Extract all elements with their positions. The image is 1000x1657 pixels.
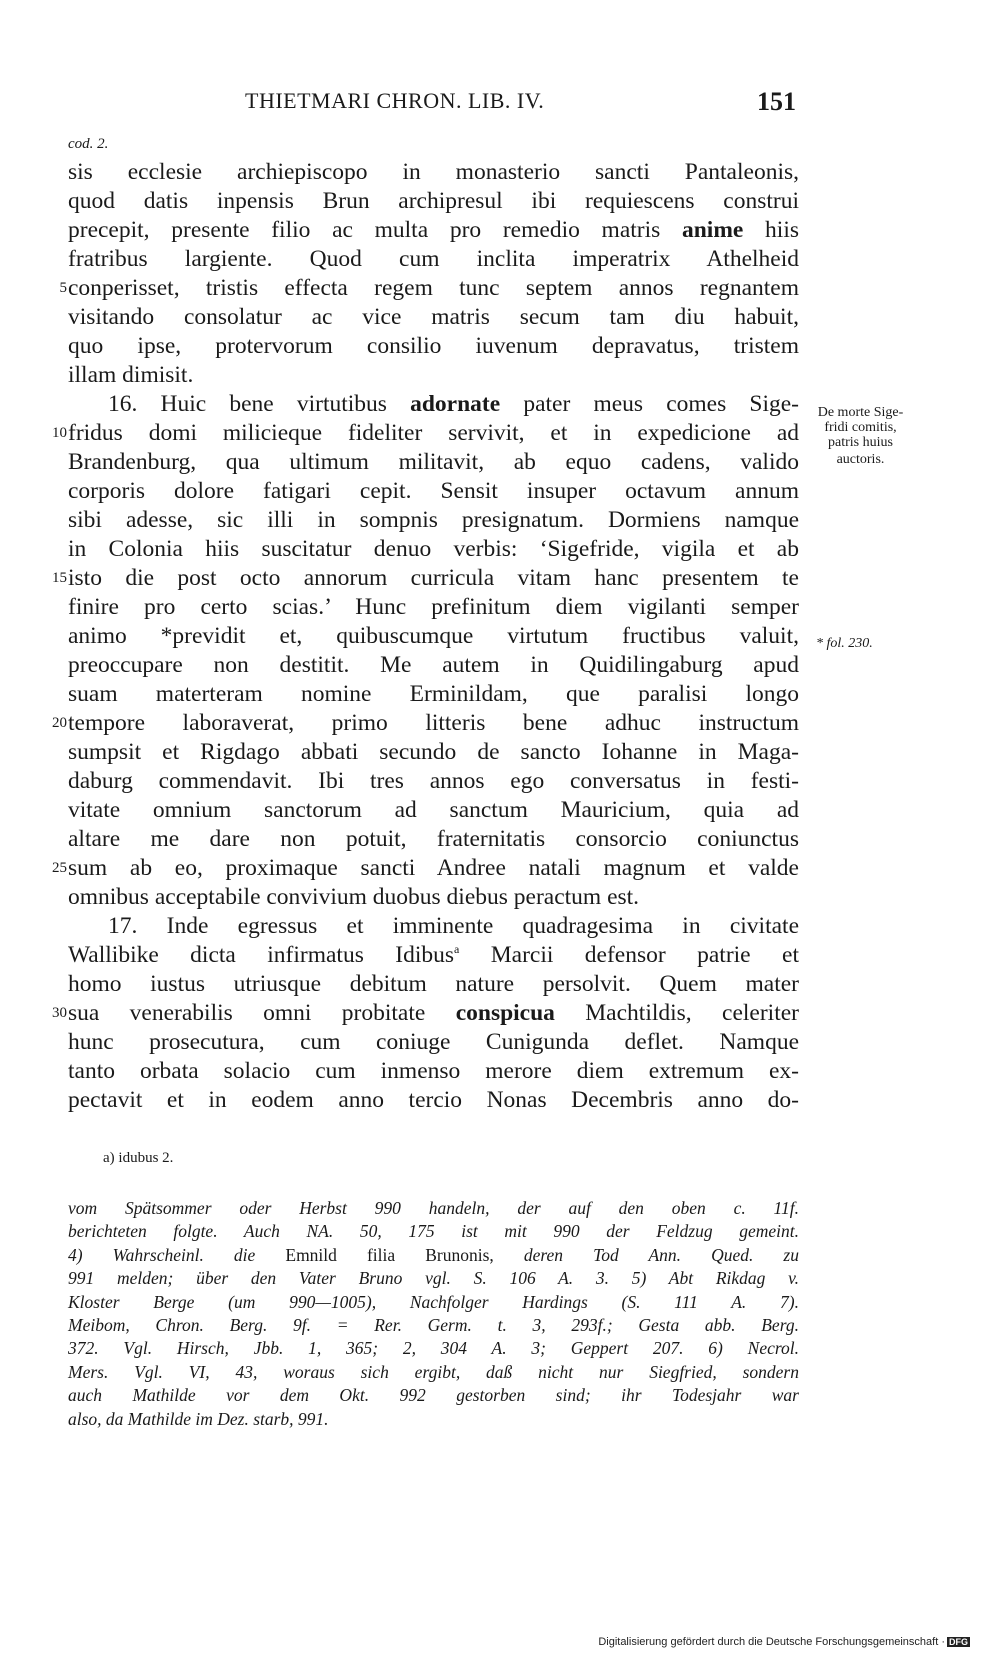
text-line: sis ecclesie archiepiscopo in monasterio sancti Pantaleonis,	[68, 159, 799, 185]
text-line: altare me dare non potuit, fraternitatis consorcio coniunctus	[68, 826, 799, 852]
text-line: preoccupare non destitit. Me autem in Quidilingaburg apud	[68, 652, 799, 678]
text-line: fratribus largiente. Quod cum inclita imperatrix Athelheid	[68, 246, 799, 272]
margin-note-line: De morte Sige-	[817, 405, 904, 420]
margin-note-line: patris huius	[828, 435, 893, 450]
line-number: 20	[52, 715, 67, 731]
text-line	[68, 941, 799, 970]
text-line: vitate omnium sanctorum ad sanctum Mauricium, quia ad	[68, 797, 799, 823]
text-line: animo *previdit et, quibuscumque virtutum fructibus valuit,	[68, 623, 799, 649]
text-span: 4) Wahrscheinl. die	[68, 1244, 286, 1265]
bold-word: anime	[681, 217, 744, 243]
text-line: sumpsit et Rigdago abbati secundo de sancto Iohanne in Maga-	[68, 739, 799, 765]
text-line: Brandenburg, qua ultimum militavit, ab equo cadens, valido	[68, 449, 799, 475]
text-line: omnibus acceptabile convivium duobus diebus peractum est.	[68, 884, 640, 910]
commentary-line: 991 melden; über den Vater Bruno vgl. S. 106 A. 3. 5) Abt Rikdag v.	[68, 1268, 799, 1289]
running-head: THIETMARI CHRON. LIB. IV.	[245, 88, 545, 113]
critical-apparatus: a) idubus 2.	[103, 1150, 174, 1166]
digitization-credit	[598, 1636, 970, 1648]
chapter-17-start: 17. Inde egressus et imminente quadragesima in civitate	[108, 913, 799, 939]
text-line: suam materteram nomine Erminildam, que paralisi longo	[68, 681, 799, 707]
commentary-line: Mers. Vgl. VI, 43, woraus sich ergibt, daß nicht nur Siegfried, sondern	[68, 1361, 799, 1382]
codex-note: cod. 2.	[68, 136, 109, 152]
line-number: 10	[52, 425, 67, 441]
margin-note-line: auctoris.	[836, 452, 885, 467]
text-line: tanto orbata solacio cum inmenso merore diem extremum ex-	[68, 1058, 799, 1084]
text-line: in Colonia hiis suscitatur denuo verbis: ‘Sigefride, vigila et ab	[68, 536, 799, 562]
commentary-line: Meibom, Chron. Berg. 9f. = Rer. Germ. t. 3, 293f.; Gesta abb. Berg.	[68, 1315, 799, 1336]
margin-note-line: fridi comitis,	[824, 420, 897, 435]
text-line: fridus domi milicieque fideliter servivit, et in expedicione ad	[68, 420, 799, 446]
text-line: sibi adesse, sic illi in sompnis presignatum. Dormiens namque	[68, 507, 799, 533]
commentary-notes	[68, 1197, 799, 1431]
dfg-logo: DFG	[949, 1637, 968, 1647]
text-line: visitando consolatur ac vice matris secum tam diu habuit,	[68, 304, 799, 330]
chapter-16-start	[68, 390, 799, 419]
text-line: quod datis inpensis Brun archipresul ibi requiescens construi	[68, 188, 799, 214]
commentary-line: vom Spätsommer oder Herbst 990 handeln, der auf den oben c. 11f.	[68, 1198, 799, 1218]
text-line: illam dimisit.	[68, 362, 194, 388]
commentary-line: also, da Mathilde im Dez. starb, 991.	[68, 1408, 329, 1429]
commentary-line: 372. Vgl. Hirsch, Jbb. 1, 365; 2, 304 A. 3; Geppert 207. 6) Necrol.	[68, 1338, 799, 1359]
commentary-line	[68, 1244, 799, 1267]
commentary-line: auch Mathilde vor dem Okt. 992 gestorben sind; ihr Todesjahr war	[68, 1385, 799, 1406]
text-span: 16. Huic bene virtutibus	[108, 391, 411, 417]
bold-word: conspicua	[455, 1000, 555, 1026]
commentary-line: Kloster Berge (um 990—1005), Nachfolger Hardings (S. 111 A. 7).	[68, 1291, 799, 1312]
text-line: quo ipse, protervorum consilio iuvenum depravatus, tristem	[68, 333, 799, 359]
credit-text: Digitalisierung gefördert durch die Deutsche Forschungsgemeinschaft ·	[598, 1636, 945, 1648]
folio-note: * fol. 230.	[816, 636, 873, 651]
text-line: hunc prosecutura, cum coniuge Cunigunda deflet. Namque	[68, 1029, 799, 1055]
text-line: conperisset, tristis effecta regem tunc septem annos regnantem	[68, 275, 799, 301]
text-span: hiis	[743, 217, 799, 243]
text-line: tempore laboraverat, primo litteris bene adhuc instructum	[68, 710, 799, 736]
page-number: 151	[757, 87, 796, 116]
line-number: 15	[52, 570, 67, 586]
text-line: pectavit et in eodem anno tercio Nonas Decembris anno do-	[68, 1087, 799, 1113]
text-span: precepit, presente filio ac multa pro remedio matris	[68, 217, 682, 243]
text-line	[68, 216, 799, 245]
text-span: Marcii defensor patrie et	[459, 942, 799, 968]
text-line: daburg commendavit. Ibi tres annos ego conversatus in festi-	[68, 768, 799, 794]
text-line: finire pro certo scias.’ Hunc prefinitum diem vigilanti semper	[68, 594, 799, 620]
bold-word: adornate	[410, 391, 501, 417]
text-line: corporis dolore fatigari cepit. Sensit insuper octavum annum	[68, 478, 799, 504]
footnote-marker: a	[454, 942, 460, 957]
text-line	[68, 999, 799, 1028]
text-span: Wallibike dicta infirmatus Idibus	[68, 942, 455, 968]
line-number: 5	[59, 280, 67, 296]
text-line: isto die post octo annorum curricula vitam hanc presentem te	[68, 565, 799, 591]
text-line: homo iustus utriusque debitum nature persolvit. Quem mater	[68, 971, 799, 997]
text-span: sua venerabilis omni probitate	[68, 1000, 456, 1026]
text-line: sum ab eo, proximaque sancti Andree natali magnum et valde	[68, 855, 799, 881]
roman-text: Emnild filia Brunonis,	[285, 1244, 494, 1265]
text-span: Machtildis, celeriter	[554, 1000, 799, 1026]
line-number: 30	[52, 1005, 67, 1021]
commentary-line: berichteten folgte. Auch NA. 50, 175 ist mit 990 der Feldzug gemeint.	[68, 1221, 799, 1242]
text-span: pater meus comes Sige-	[500, 391, 799, 417]
text-span: deren Tod Ann. Qued. zu	[493, 1244, 799, 1265]
line-number: 25	[52, 860, 67, 876]
